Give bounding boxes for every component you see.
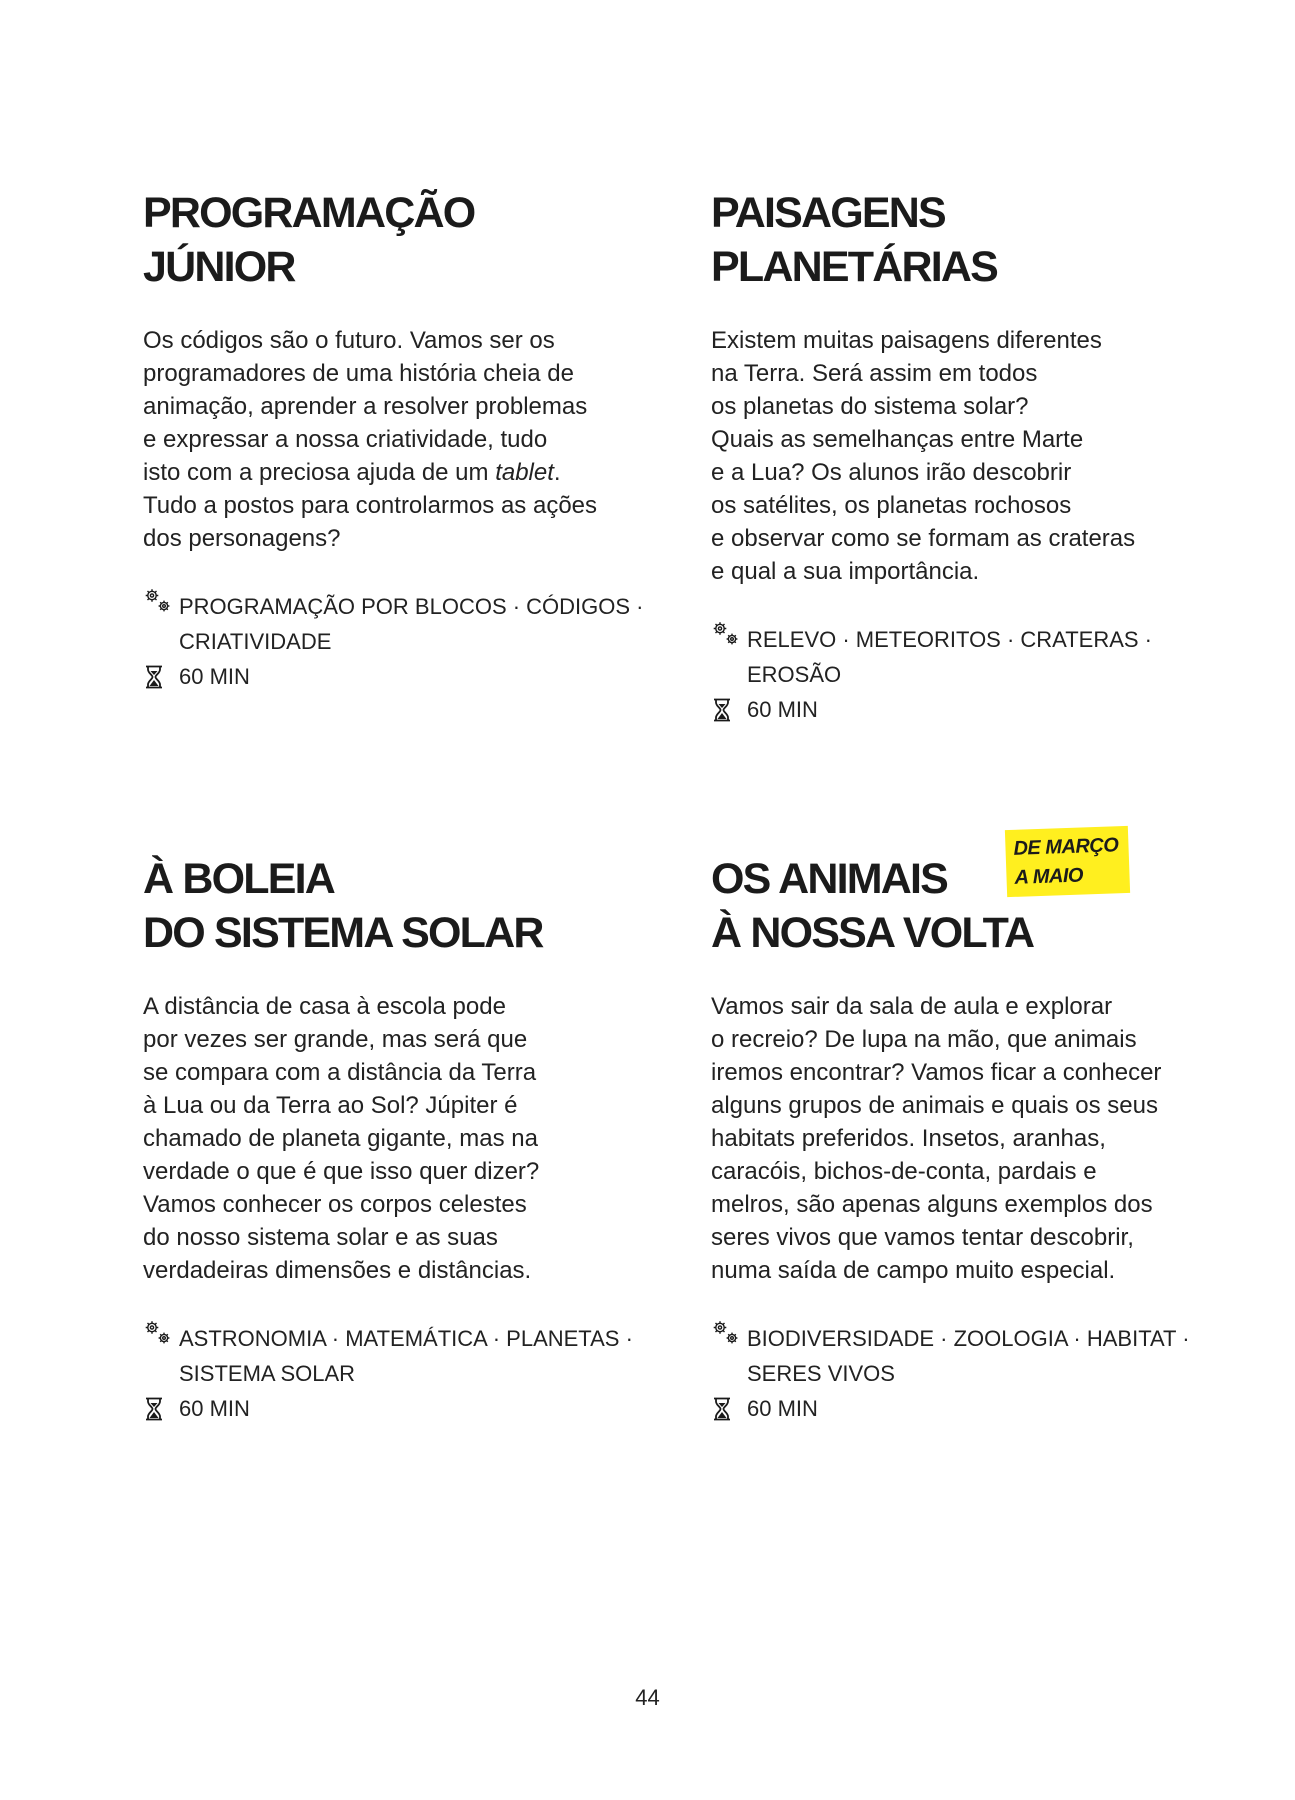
duration-row [711, 1391, 1231, 1426]
tags-line: BIODIVERSIDADE · ZOOLOGIA · HABITAT · [747, 1326, 1190, 1351]
duration-row [143, 659, 663, 694]
duration: 60 MIN [747, 697, 818, 722]
tags-line: RELEVO · METEORITOS · CRATERAS · [747, 627, 1153, 652]
tags-row [143, 589, 663, 659]
card-title: PROGRAMAÇÃO JÚNIOR [143, 189, 475, 291]
duration-row [711, 692, 1231, 727]
hourglass-icon [712, 1397, 732, 1421]
card-description: Existem muitas paisagens diferentes na Terra. Será assim em todos os planetas do sistema solar? Quais as semelhanças entre Marte e a Lua? Os alunos irão descobrir os satélites, os planetas rochosos e observar como se formam as crateras e qual a sua importância. [711, 327, 1136, 585]
page-number: 44 [635, 1685, 660, 1710]
card-title: OS ANIMAIS À NOSSA VOLTA [711, 855, 1034, 957]
gears-icon [143, 587, 173, 615]
tags-line: SERES VIVOS [747, 1361, 895, 1386]
gears-icon [711, 1319, 741, 1347]
hourglass-icon [144, 1397, 164, 1421]
card-meta [143, 1321, 663, 1426]
card-meta [711, 1321, 1231, 1426]
tags-row [143, 1321, 663, 1391]
duration-row [143, 1391, 663, 1426]
hourglass-icon [144, 665, 164, 689]
card-meta [143, 589, 663, 694]
activity-card-programacao-junior [143, 186, 663, 694]
tags-line: SISTEMA SOLAR [179, 1361, 356, 1386]
activity-card-paisagens-planetarias [711, 186, 1231, 727]
date-badge: DE MARÇO A MAIO [1005, 826, 1130, 897]
activity-card-boleia-sistema-solar [143, 852, 663, 1426]
tags-line: CRIATIVIDADE [179, 629, 332, 654]
gears-icon [143, 1319, 173, 1347]
card-meta [711, 622, 1231, 727]
card-title: PAISAGENS PLANETÁRIAS [711, 189, 997, 291]
tags-line: EROSÃO [747, 662, 842, 687]
duration: 60 MIN [179, 1396, 250, 1421]
duration: 60 MIN [747, 1396, 818, 1421]
tags-row [711, 1321, 1231, 1391]
gears-icon [711, 620, 741, 648]
card-description: Vamos sair da sala de aula e explorar o recreio? De lupa na mão, que animais iremos encontrar? Vamos ficar a conhecer alguns grupos de animais e quais os seus habitats preferidos. Insetos, aranhas, caracóis, bichos-de-conta, pardais e melros, são apenas alguns exemplos dos seres vivos que vamos tentar descobrir, numa saída de campo muito especial. [711, 993, 1162, 1284]
card-title: À BOLEIA DO SISTEMA SOLAR [143, 855, 543, 957]
tags-row [711, 622, 1231, 692]
hourglass-icon [712, 698, 732, 722]
card-description: Os códigos são o futuro. Vamos ser os programadores de uma história cheia de animação, aprender a resolver problemas e expressar a nossa criatividade, tudo isto com a preciosa ajuda de um tablet. Tudo a postos para controlarmos as ações dos personagens? [143, 327, 598, 552]
activity-card-animais-nossa-volta [711, 852, 1231, 1426]
card-description: A distância de casa à escola pode por vezes ser grande, mas será que se compara com a distância da Terra à Lua ou da Terra ao Sol? Júpiter é chamado de planeta gigante, mas na verdade o que é que isso quer dizer? Vamos conhecer os corpos celestes do nosso sistema solar e as suas verdadeiras dimensões e distâncias. [143, 993, 540, 1284]
tags-line: PROGRAMAÇÃO POR BLOCOS · CÓDIGOS · [179, 594, 644, 619]
emphasis-tablet: tablet [495, 459, 554, 486]
duration: 60 MIN [179, 664, 250, 689]
tags-line: ASTRONOMIA · MATEMÁTICA · PLANETAS · [179, 1326, 633, 1351]
